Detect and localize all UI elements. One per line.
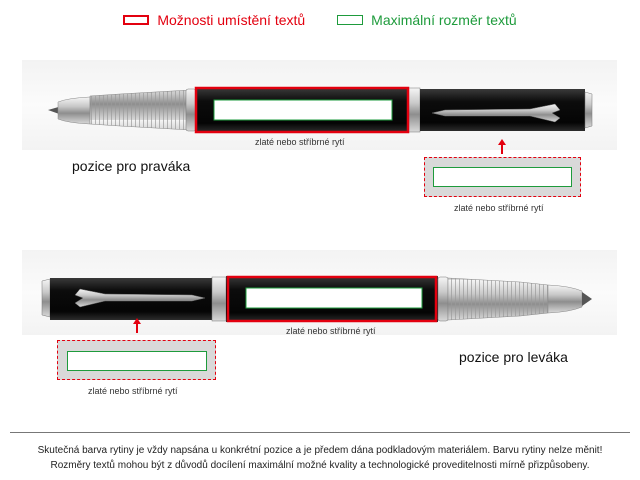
clip-max-text-box-right	[433, 167, 572, 187]
barrel-caption-right: zlaté nebo stříbrné rytí	[255, 137, 345, 147]
legend-placement-label: Možnosti umístění textů	[157, 12, 306, 28]
up-arrow-icon	[136, 323, 138, 333]
clip-engraving-area-left	[57, 340, 216, 380]
clip-caption-left: zlaté nebo stříbrné rytí	[88, 386, 178, 396]
legend-max-size-label: Maximální rozměr textů	[371, 12, 517, 28]
footer-line-2: Rozměry textů mohou být z důvodů docílení maximální možné kvality a technologické proveditelnosti mírně přizpůsobeny.	[50, 460, 590, 471]
pen-left-hand	[42, 276, 592, 322]
clip-max-text-box-left	[67, 351, 207, 371]
pen-right-hand	[48, 88, 592, 132]
right-hand-position-label: pozice pro praváka	[72, 158, 191, 174]
clip-caption-right: zlaté nebo stříbrné rytí	[454, 203, 544, 213]
footer-line-1: Skutečná barva rytiny je vždy napsána u konkrétní pozice a je předem dána podkladovým materiálem. Barvu rytiny nelze měnit!	[37, 445, 603, 456]
barrel-caption-left: zlaté nebo stříbrné rytí	[286, 326, 376, 336]
footer-note	[0, 443, 640, 473]
left-hand-position-label: pozice pro leváka	[459, 349, 568, 365]
divider	[10, 432, 630, 433]
up-arrow-icon	[501, 144, 503, 154]
clip-engraving-area-right	[424, 157, 581, 197]
